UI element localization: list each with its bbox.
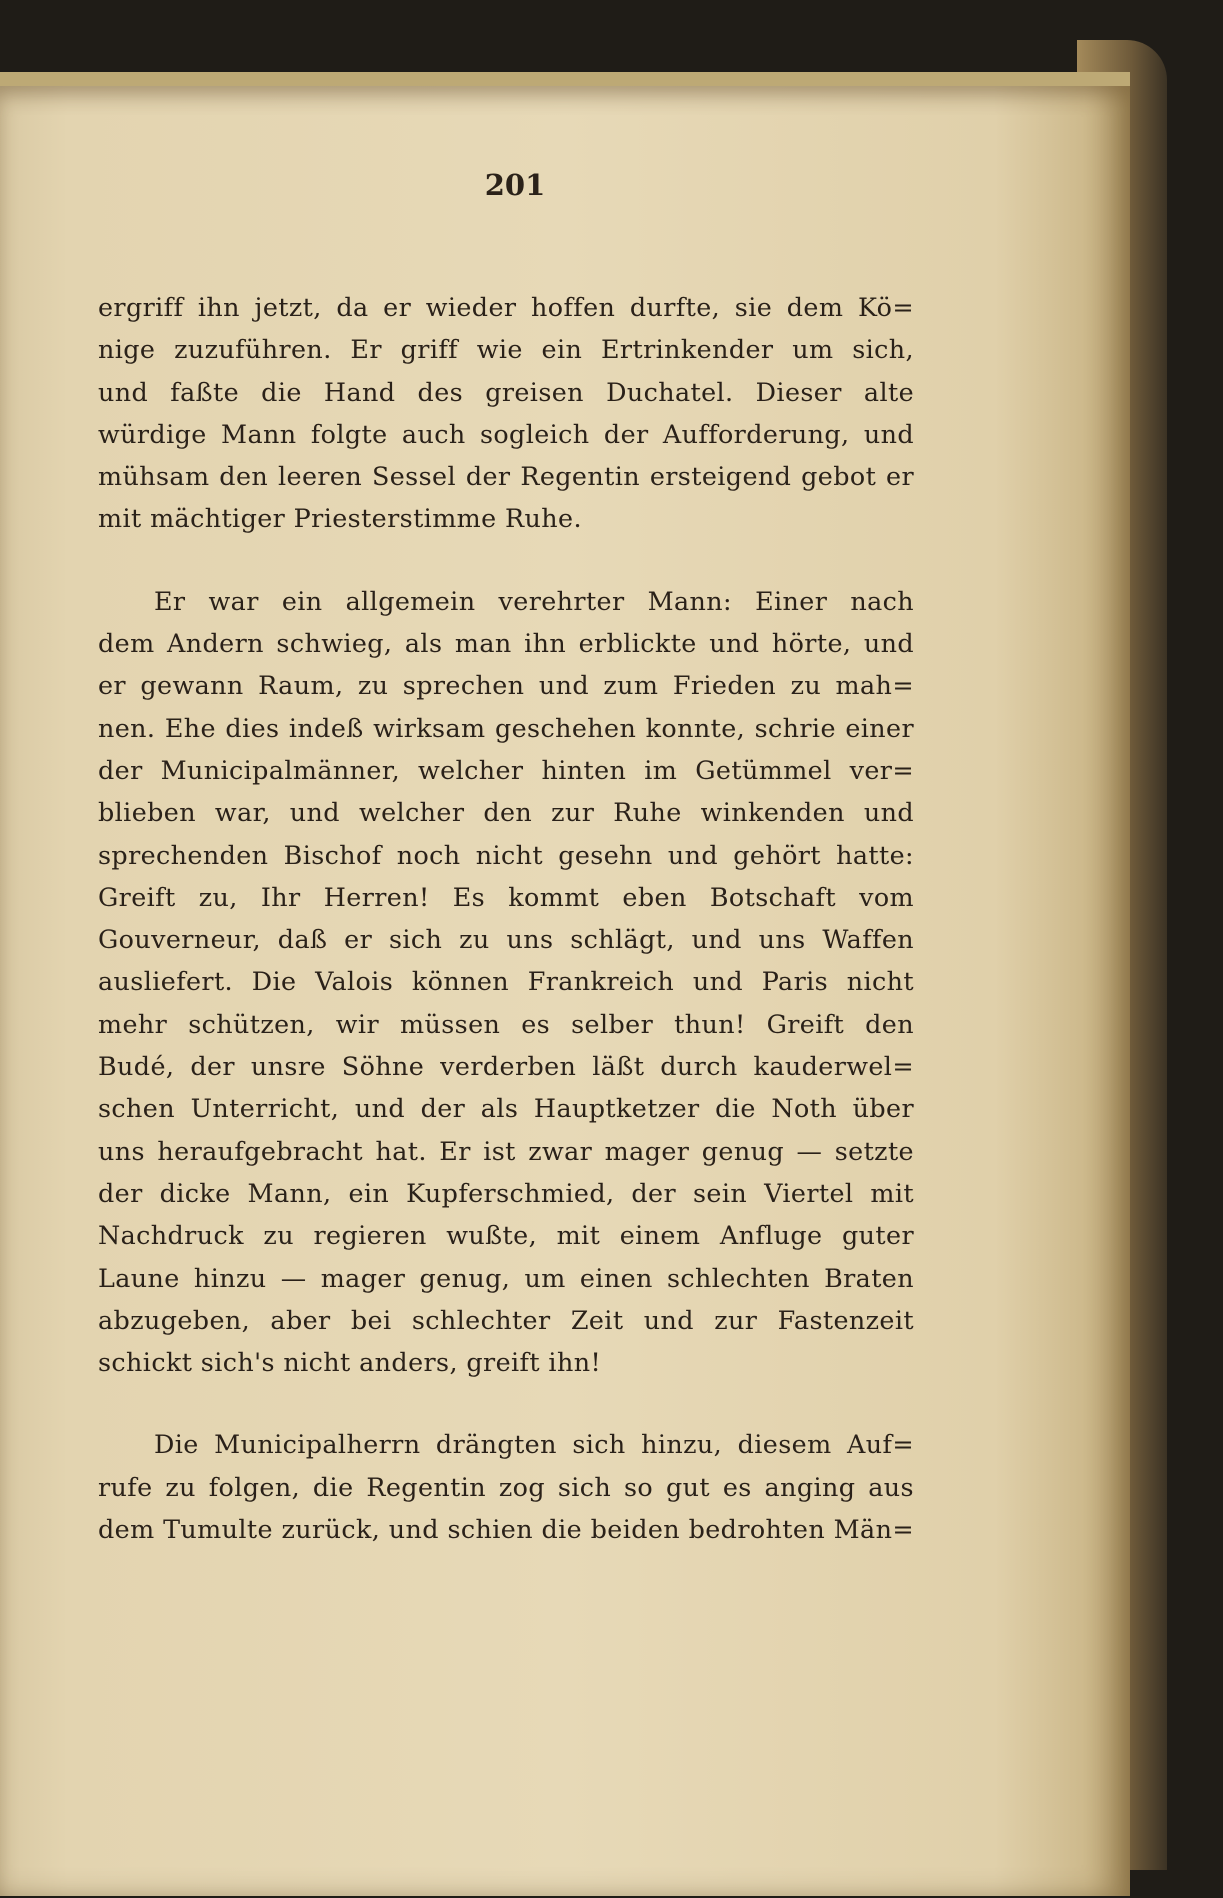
text-line: rufe zu folgen, die Regentin zog sich so gut es anging aus xyxy=(98,1471,914,1502)
paragraph-1 xyxy=(98,286,914,540)
text-line: nen. Ehe dies indeß wirksam geschehen konnte, schrie einer xyxy=(98,712,914,743)
text-line: Greift zu, Ihr Herren! Es kommt eben Botschaft vom xyxy=(98,881,914,912)
text-line: mühsam den leeren Sessel der Regentin ersteigend gebot er xyxy=(98,461,914,492)
text-line: ergriff ihn jetzt, da er wieder hoffen durfte, sie dem Kö= xyxy=(98,292,914,322)
text-line: mehr schützen, wir müssen es selber thun! Greift den xyxy=(98,1008,914,1039)
text-line: würdige Mann folgte auch sogleich der Aufforderung, und xyxy=(98,418,914,449)
text-line: schen Unterricht, und der als Hauptketzer die Noth über xyxy=(98,1093,914,1124)
text-line: Laune hinzu — mager genug, um einen schlechten Braten xyxy=(98,1262,914,1293)
text-line: uns heraufgebracht hat. Er ist zwar mager genug — setzte xyxy=(98,1135,914,1166)
text-line: der dicke Mann, ein Kupferschmied, der sein Viertel mit xyxy=(98,1177,914,1208)
text-line: schickt sich's nicht anders, greift ihn! xyxy=(98,1347,602,1378)
text-line: der Municipalmänner, welcher hinten im Getümmel ver= xyxy=(98,754,914,785)
text-line: nige zuzuführen. Er griff wie ein Ertrinkender um sich, xyxy=(98,334,914,365)
text-line: Nachdruck zu regieren wußte, mit einem Anfluge guter xyxy=(98,1220,914,1251)
text-line: Die Municipalherrn drängten sich hinzu, diesem Auf= xyxy=(154,1429,914,1460)
text-line: sprechenden Bischof noch nicht gesehn und gehört hatte: xyxy=(98,839,914,870)
text-line: Er war ein allgemein verehrter Mann: Einer nach xyxy=(154,585,914,616)
text-line: Gouverneur, daß er sich zu uns schlägt, und uns Waffen xyxy=(98,924,914,955)
text-line: dem Tumulte zurück, und schien die beiden bedrohten Män= xyxy=(98,1514,914,1545)
paragraph-2 xyxy=(98,580,914,1384)
text-line: Budé, der unsre Söhne verderben läßt durch kauderwel= xyxy=(98,1051,914,1082)
text-line: und faßte die Hand des greisen Duchatel. Dieser alte xyxy=(98,376,914,407)
text-line: blieben war, und welcher den zur Ruhe winkenden und xyxy=(98,797,914,828)
text-line: er gewann Raum, zu sprechen und zum Frieden zu mah= xyxy=(98,670,914,701)
body-text xyxy=(98,286,914,1550)
paragraph-3 xyxy=(98,1423,914,1550)
text-line: mit mächtiger Priesterstimme Ruhe. xyxy=(98,503,582,534)
text-line: ausliefert. Die Valois können Frankreich und Paris nicht xyxy=(98,966,914,997)
text-line: abzugeben, aber bei schlechter Zeit und zur Fastenzeit xyxy=(98,1304,914,1335)
text-line: dem Andern schwieg, als man ihn erblickte und hörte, und xyxy=(98,628,914,659)
page-number: 201 xyxy=(484,168,546,202)
